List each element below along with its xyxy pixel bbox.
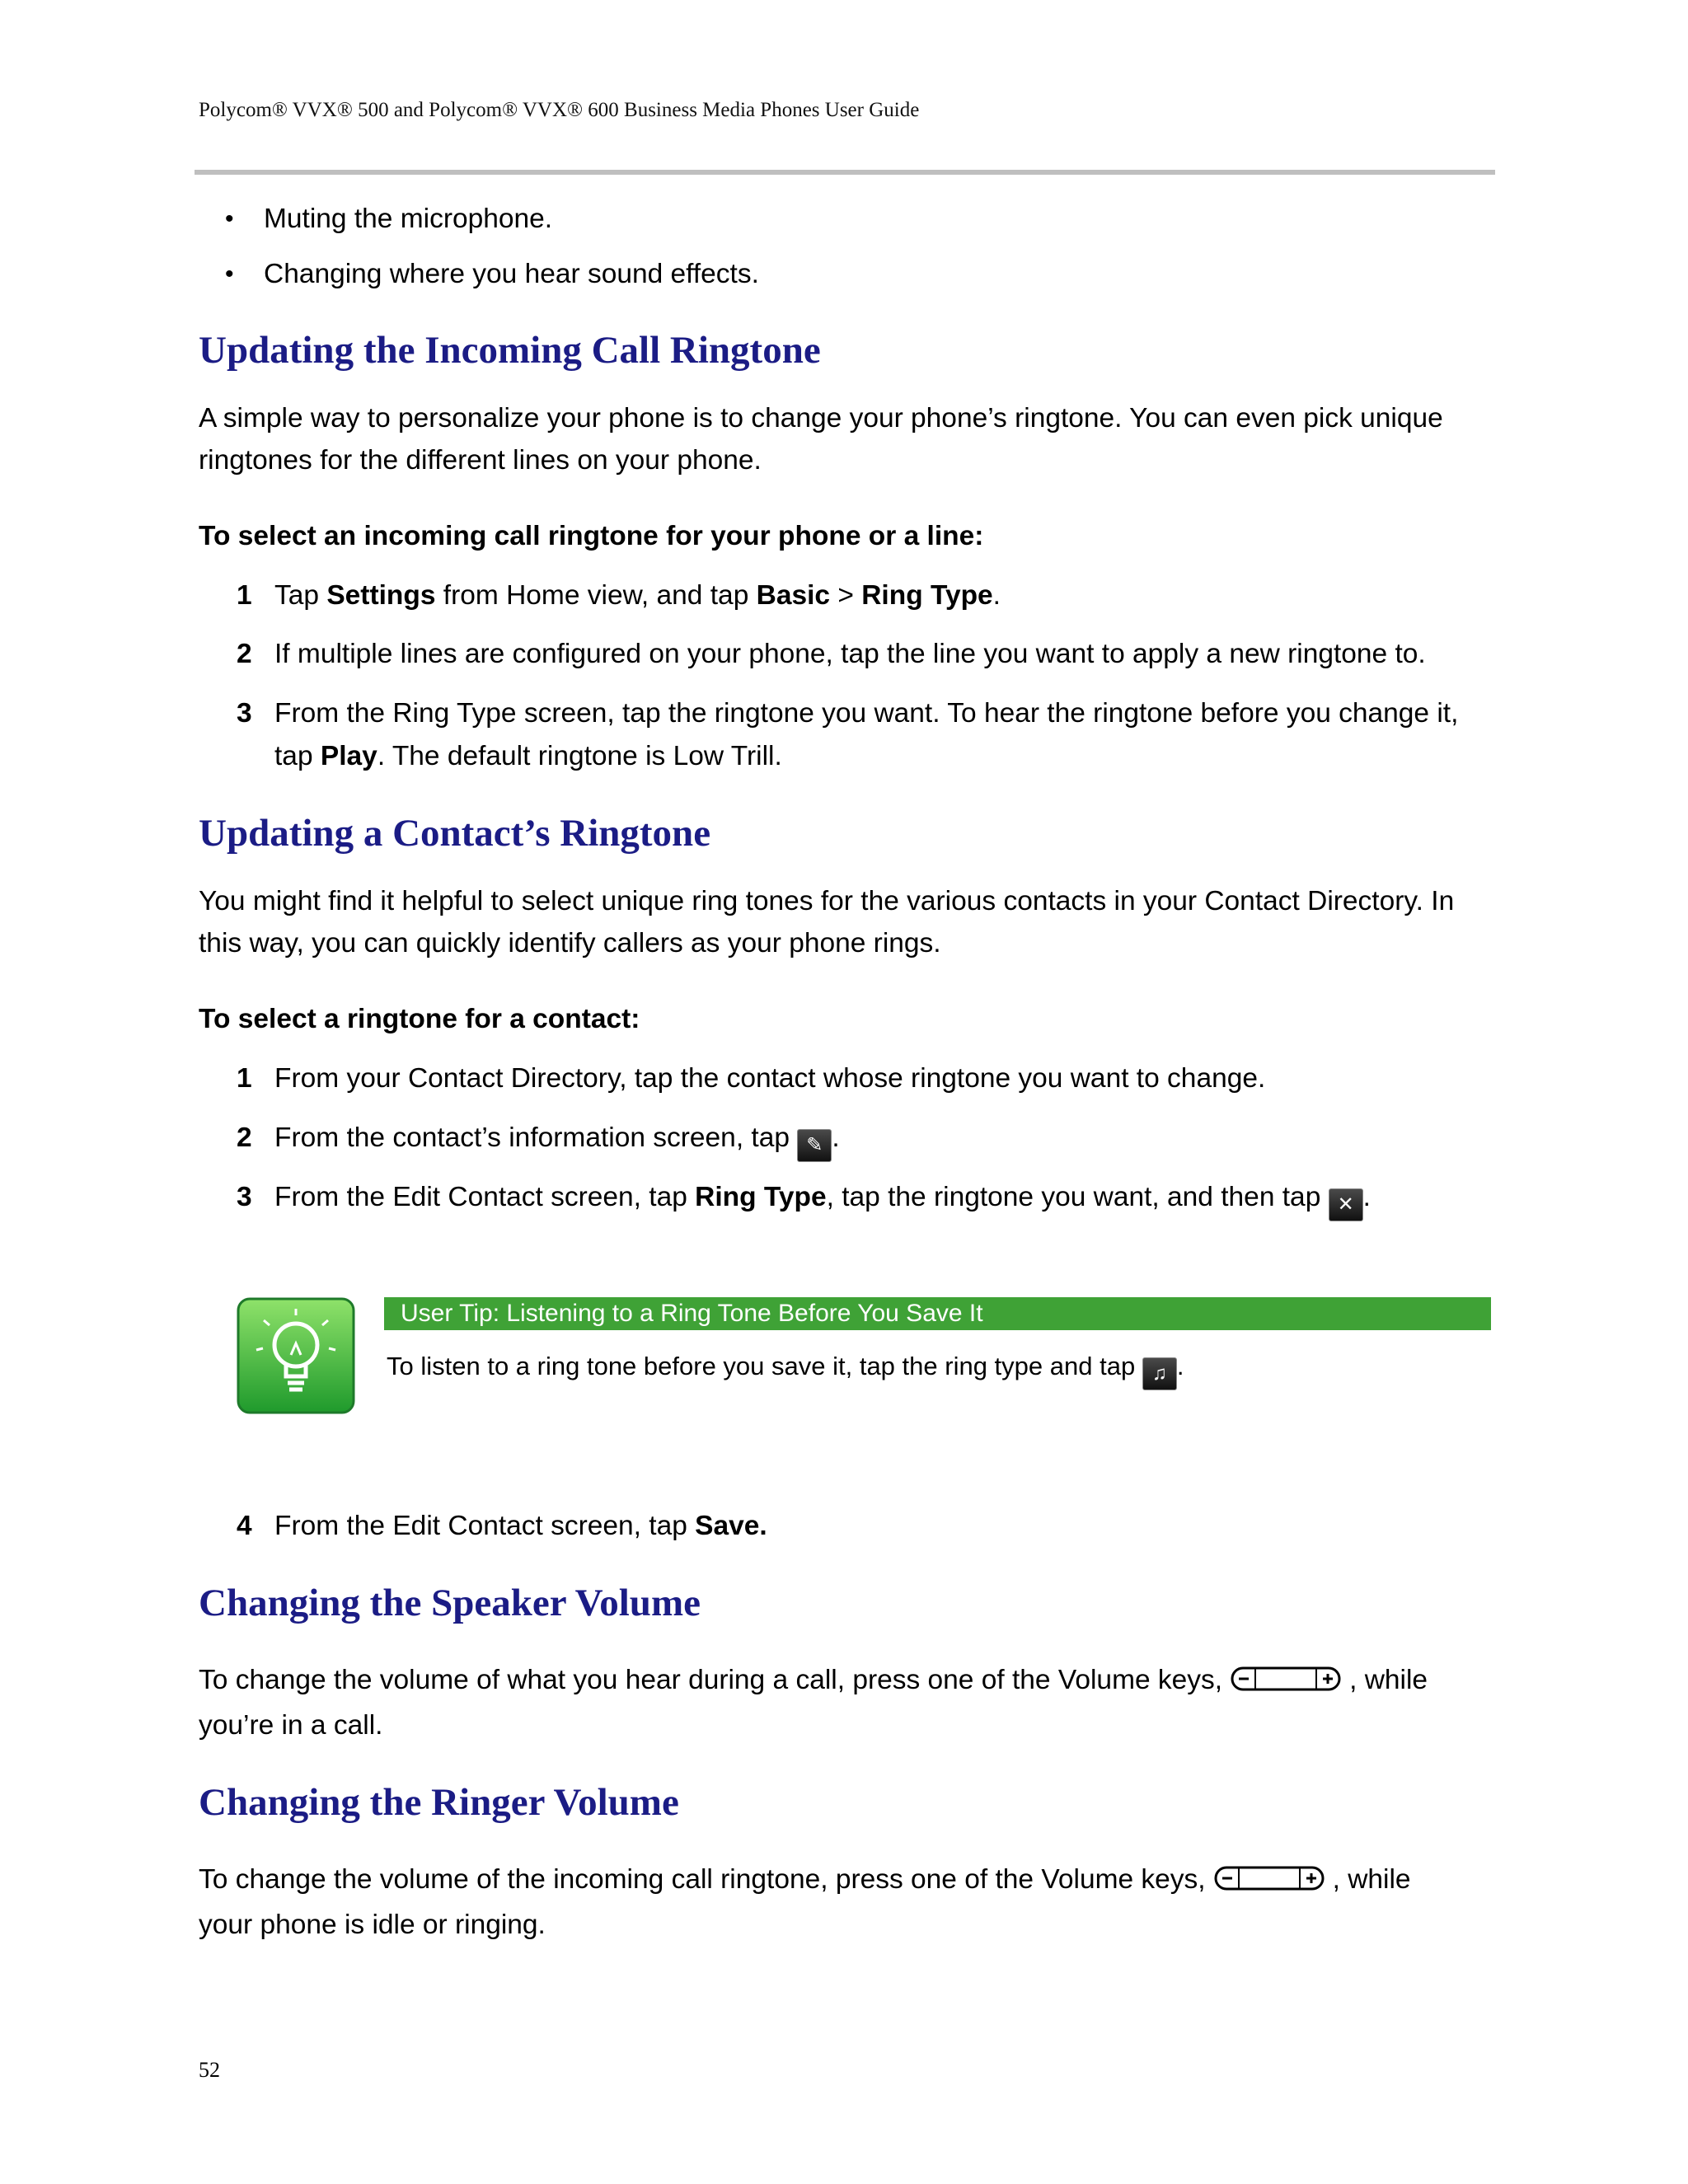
paragraph-line: ringtones for the different lines on your phone. xyxy=(199,445,762,476)
header-rule xyxy=(195,170,1495,175)
page-number: 52 xyxy=(199,2058,220,2082)
paragraph-line: You might find it helpful to select unique ring tones for the various contacts in your Contact Directory. In xyxy=(199,886,1455,916)
step-text: If multiple lines are configured on your phone, tap the line you want to apply a new ringtone to. xyxy=(274,639,1426,669)
section-heading: Updating a Contact’s Ringtone xyxy=(199,812,711,855)
bullet-item: Changing where you hear sound effects. xyxy=(264,259,759,289)
tip-text: To listen to a ring tone before you save it, tap the ring type and tap ♫ . xyxy=(387,1346,1184,1390)
volume-keys-icon xyxy=(1231,1662,1341,1689)
step-number: 1 xyxy=(237,580,252,611)
paragraph-line: To change the volume of what you hear during a call, press one of the Volume keys, , while xyxy=(199,1659,1501,1702)
step-text: From your Contact Directory, tap the contact whose ringtone you want to change. xyxy=(274,1063,1266,1094)
step-number: 3 xyxy=(237,698,252,729)
paragraph-line: To change the volume of the incoming call ringtone, press one of the Volume keys, , while xyxy=(199,1858,1501,1901)
paragraph-line: A simple way to personalize your phone is to change your phone’s ringtone. You can even pick unique xyxy=(199,403,1443,434)
step-text: From the Ring Type screen, tap the ringtone you want. To hear the ringtone before you change it, tap Play. The default ringtone is Low Trill. xyxy=(274,698,1459,771)
procedure-lead: To select a ringtone for a contact: xyxy=(199,1004,640,1034)
step-text: From the contact’s information screen, tap ✎ . xyxy=(274,1117,1494,1162)
step-number: 1 xyxy=(237,1063,252,1094)
step-text: From the Edit Contact screen, tap Save. xyxy=(274,1511,767,1541)
music-note-icon: ♫ xyxy=(1142,1357,1177,1390)
edit-pencil-icon: ✎ xyxy=(797,1129,832,1162)
step-number: 2 xyxy=(237,639,252,669)
paragraph-line: you’re in a call. xyxy=(199,1710,383,1741)
section-heading: Changing the Ringer Volume xyxy=(199,1781,679,1824)
bullet-dot: • xyxy=(225,205,234,232)
step-number: 4 xyxy=(237,1511,252,1541)
paragraph-line: this way, you can quickly identify callers as your phone rings. xyxy=(199,928,941,958)
volume-keys-icon xyxy=(1214,1862,1325,1888)
lightbulb-icon xyxy=(237,1297,355,1414)
tip-title: User Tip: Listening to a Ring Tone Before You Save It xyxy=(384,1297,1491,1330)
procedure-lead: To select an incoming call ringtone for your phone or a line: xyxy=(199,521,984,551)
step-text: Tap Settings from Home view, and tap Basic > Ring Type. xyxy=(274,580,1001,611)
step-number: 3 xyxy=(237,1182,252,1212)
section-heading: Changing the Speaker Volume xyxy=(199,1582,701,1624)
step-number: 2 xyxy=(237,1122,252,1153)
section-heading: Updating the Incoming Call Ringtone xyxy=(199,329,821,372)
bullet-dot: • xyxy=(225,260,234,288)
running-header: Polycom® VVX® 500 and Polycom® VVX® 600 Business Media Phones User Guide xyxy=(199,99,920,121)
close-x-icon: ✕ xyxy=(1329,1188,1363,1221)
step-text: From the Edit Contact screen, tap Ring Type, tap the ringtone you want, and then tap ✕ . xyxy=(274,1176,1494,1221)
paragraph-line: your phone is idle or ringing. xyxy=(199,1910,546,1940)
bullet-item: Muting the microphone. xyxy=(264,204,553,234)
